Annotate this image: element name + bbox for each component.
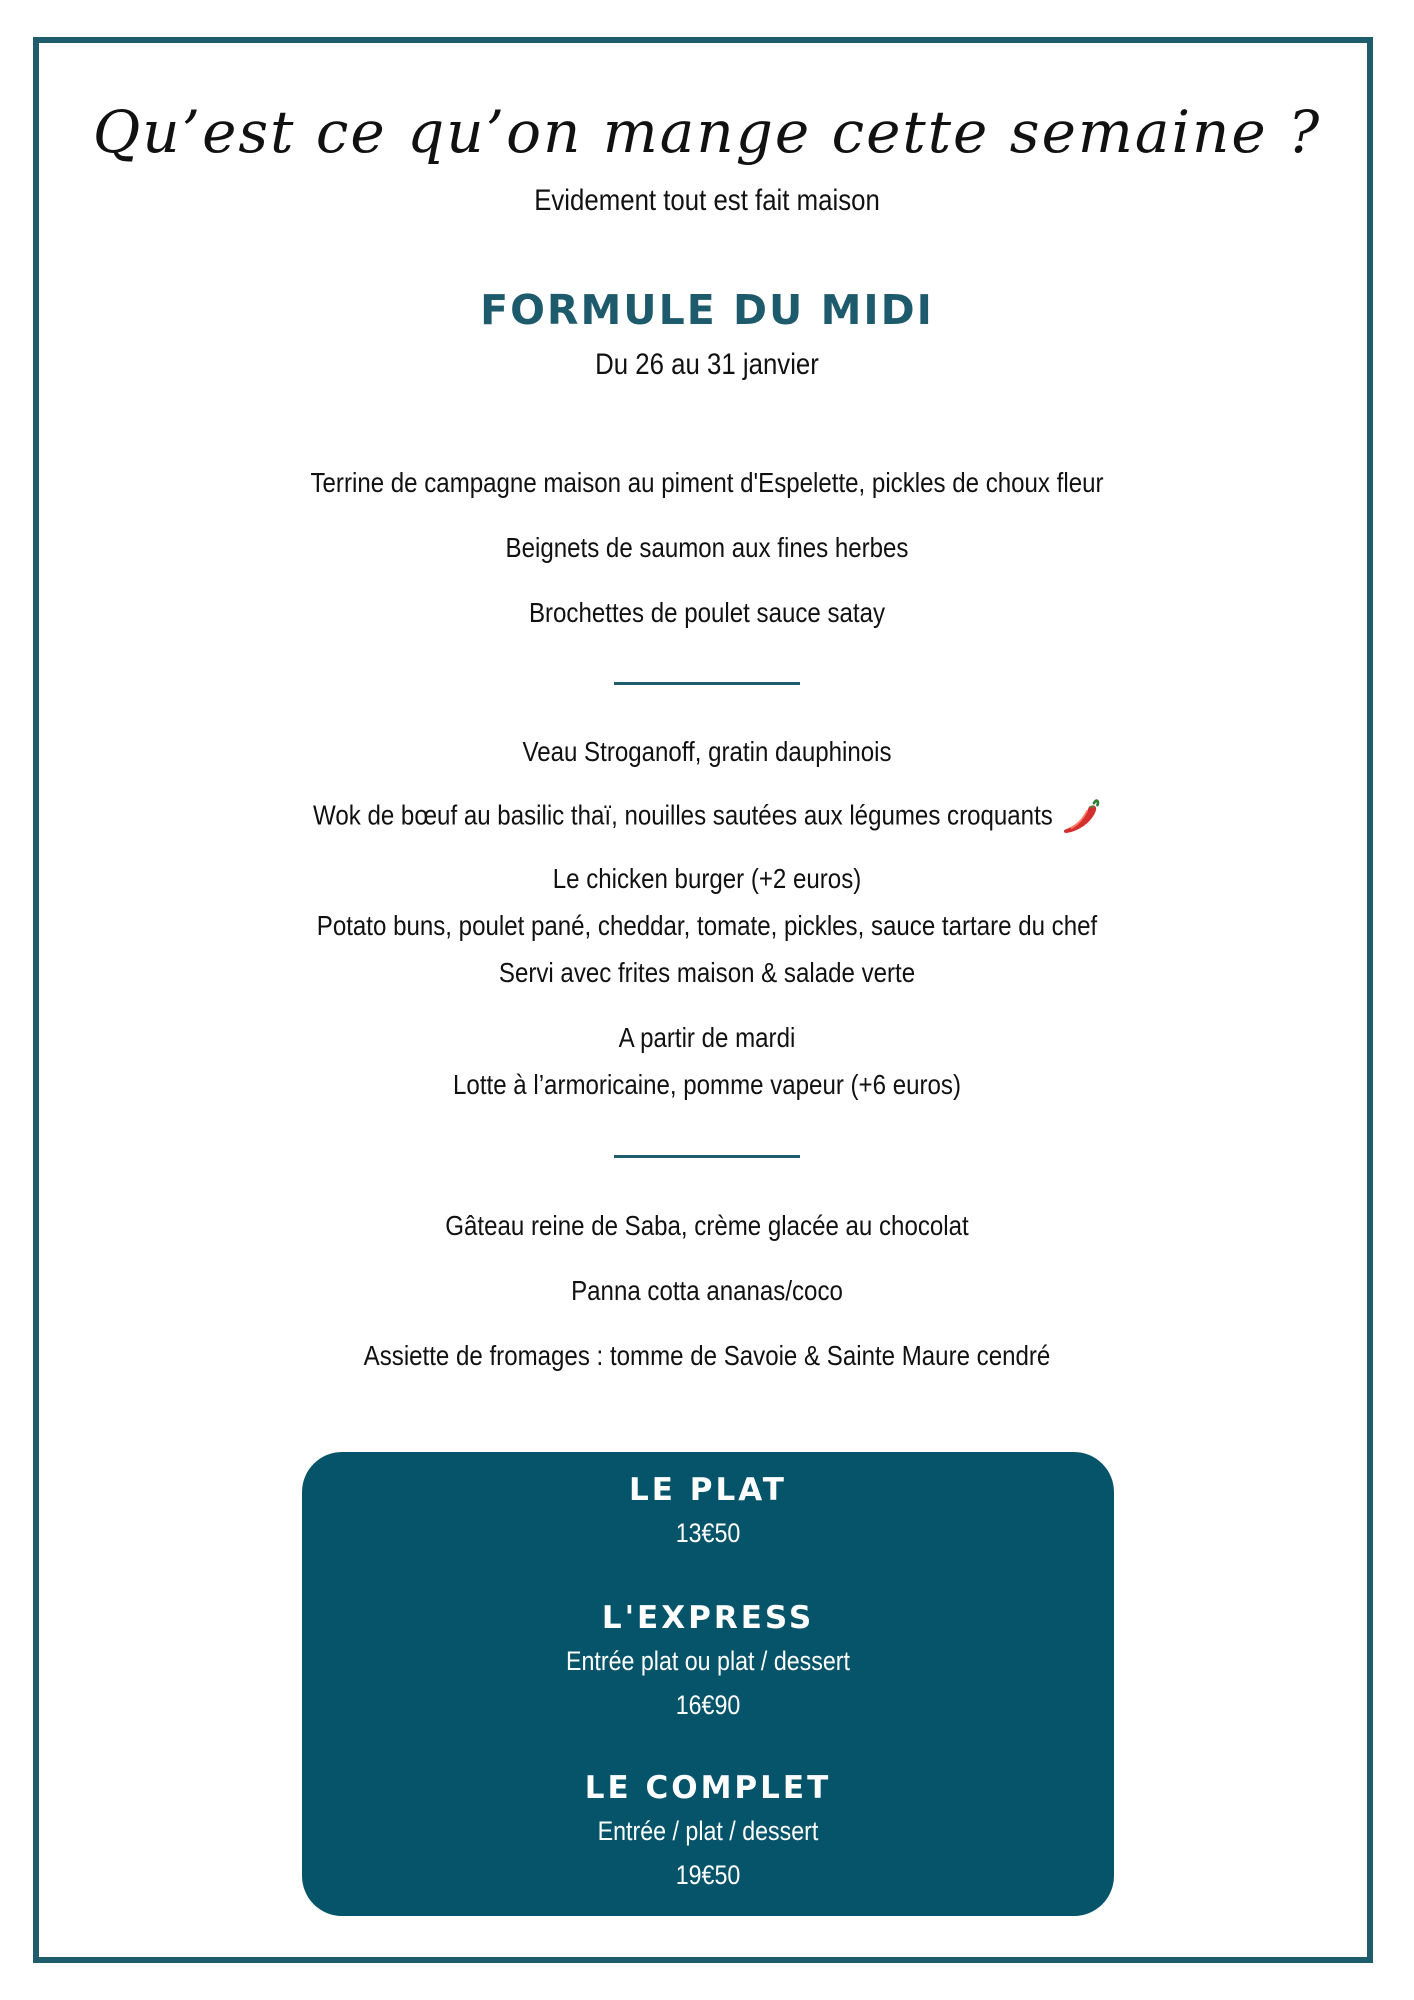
section-divider xyxy=(614,682,800,685)
price-title-plat: LE PLAT xyxy=(629,1472,787,1508)
price-title-complet: LE COMPLET xyxy=(584,1770,832,1806)
dessert-item: Gâteau reine de Saba, crème glacée au chocolat xyxy=(445,1210,969,1241)
plat-item: Le chicken burger (+2 euros) xyxy=(552,863,862,894)
price-plat: 13€50 xyxy=(675,1518,741,1548)
plat-item-wok xyxy=(99,797,1315,837)
page-subtitle: Evidement tout est fait maison xyxy=(534,184,880,217)
plat-description: Potato buns, poulet pané, cheddar, tomate, pickles, sauce tartare du chef xyxy=(316,910,1098,941)
price-box xyxy=(302,1452,1114,1916)
price-desc-express: Entrée plat ou plat / dessert xyxy=(566,1646,850,1676)
plat-item-label: Wok de bœuf au basilic thaï, nouilles sautées aux légumes croquants xyxy=(313,799,1053,831)
price-desc-complet: Entrée / plat / dessert xyxy=(597,1816,819,1846)
price-express: 16€90 xyxy=(675,1690,741,1720)
entree-item: Brochettes de poulet sauce satay xyxy=(528,597,886,628)
price-title-express: L'EXPRESS xyxy=(601,1600,815,1636)
section-divider xyxy=(614,1155,800,1158)
dessert-item: Assiette de fromages : tomme de Savoie & Sainte Maure cendré xyxy=(363,1340,1051,1371)
plat-side: Servi avec frites maison & salade verte xyxy=(498,957,916,988)
chili-pepper-icon xyxy=(1060,797,1101,837)
menu-dates: Du 26 au 31 janvier xyxy=(595,348,819,381)
entree-item: Terrine de campagne maison au piment d'Espelette, pickles de choux fleur xyxy=(310,467,1104,498)
section-title: FORMULE DU MIDI xyxy=(480,286,934,334)
page-title: Qu’est ce qu’on mange cette semaine ? xyxy=(92,98,1322,166)
price-complet: 19€50 xyxy=(675,1860,741,1890)
plat-item: Veau Stroganoff, gratin dauphinois xyxy=(522,736,892,767)
entree-item: Beignets de saumon aux fines herbes xyxy=(505,532,909,563)
dessert-item: Panna cotta ananas/coco xyxy=(571,1275,843,1306)
plat-item: Lotte à l’armoricaine, pomme vapeur (+6 euros) xyxy=(453,1069,961,1100)
plat-note: A partir de mardi xyxy=(618,1022,796,1053)
